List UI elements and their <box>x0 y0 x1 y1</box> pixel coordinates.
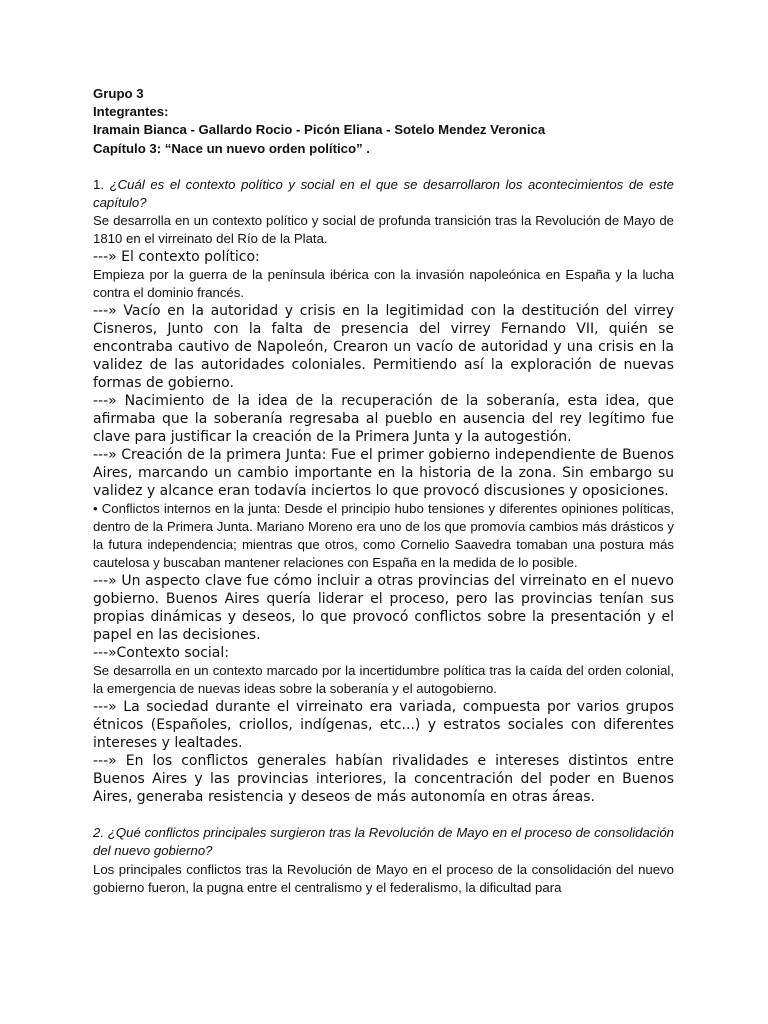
members-label: Integrantes: <box>93 104 169 120</box>
paragraph-authority-vacuum: ---» Vacío en la autoridad y crisis en la legitimidad con la destitución del virrey Cisneros, Junto con la falta de presencia del virrey Fernando VII, quién se encontraba cautivo de Napoleón, Crearon un vacío de autoridad y una crisis en la validez de las autoridades coloniales. Permitiendo así la exploración de nuevas formas de gobierno. <box>93 303 674 392</box>
chapter-title: Capítulo 3: “Nace un nuevo orden político” . <box>93 140 370 156</box>
question-1-text: ¿Cuál es el contexto político y social en el que se desarrollaron los acontecimientos de este capítulo? <box>93 176 674 211</box>
answer-1-intro: Se desarrolla en un contexto político y social de profunda transición tras la Revolución de Mayo de 1810 en el virreinato del Río de la Plata. <box>93 213 674 247</box>
spacer <box>93 806 674 824</box>
paragraph-first-junta: ---» Creación de la primera Junta: Fue el primer gobierno independiente de Buenos Aires, marcando un cambio importante en la historia de la zona. Sin embargo su validez y alcance eran todavía inciertos lo que provocó discusiones y oposiciones. <box>93 447 674 500</box>
question-2: 2. ¿Qué conflictos principales surgieron tras la Revolución de Mayo en el proceso de consolidación del nuevo gobierno? <box>93 825 674 859</box>
question-1 <box>93 176 674 212</box>
social-context-heading: ---»Contexto social: <box>93 645 229 662</box>
document-page <box>93 85 674 897</box>
group-title: Grupo 3 <box>93 86 144 101</box>
answer-2: Los principales conflictos tras la Revolución de Mayo en el proceso de la consolidación del nuevo gobierno fueron, la pugna entre el centralismo y el federalismo, la dificultad para <box>93 861 674 895</box>
paragraph-sovereignty: ---» Nacimiento de la idea de la recuperación de la soberanía, esta idea, que afirmaba que la soberanía regresaba al pueblo en ausencia del rey legítimo fue clave para justificar la creación de la Primera Junta y la autogestión. <box>93 393 674 446</box>
members-list: Iramain Bianca - Gallardo Rocio - Picón Eliana - Sotelo Mendez Veronica <box>93 122 546 138</box>
question-1-number: 1. <box>93 176 110 192</box>
paragraph-internal-conflicts: • Conflictos internos en la junta: Desde el principio hubo tensiones y diferentes opiniones políticas, dentro de la Primera Junta. Mariano Moreno era uno de los que promovía cambios más drásticos y la futura independencia; mientras que otros, como Cornelio Saavedra tomaban una postura más cautelosa y buscaban mantener relaciones con España en la medida de lo posible. <box>93 501 674 571</box>
spacer <box>93 158 674 176</box>
political-context-heading: ---» El contexto político: <box>93 249 260 266</box>
social-context-intro: Se desarrolla en un contexto marcado por la incertidumbre política tras la caída del orden colonial, la emergencia de nuevas ideas sobre la soberanía y el autogobierno. <box>93 663 674 697</box>
paragraph-rivalries: ---» En los conflictos generales habían rivalidades e intereses distintos entre Buenos Aires y las provincias interiores, la concentración del poder en Buenos Aires, generaba resistencia y deseos de más autonomía en otras áreas. <box>93 753 674 806</box>
paragraph-society: ---» La sociedad durante el virreinato era variada, compuesta por varios grupos étnicos (Españoles, criollos, indígenas, etc...) y estratos sociales con diferentes intereses y lealtades. <box>93 699 674 752</box>
paragraph-provinces: ---» Un aspecto clave fue cómo incluir a otras provincias del virreinato en el nuevo gobierno. Buenos Aires quería liderar el proceso, pero las provincias tenían sus propias dinámicas y deseos, lo que provocó conflictos sobre la presentación y el papel en las decisiones. <box>93 573 674 644</box>
political-context-intro: Empieza por la guerra de la península ibérica con la invasión napoleónica en España y la lucha contra el dominio francés. <box>93 267 674 301</box>
